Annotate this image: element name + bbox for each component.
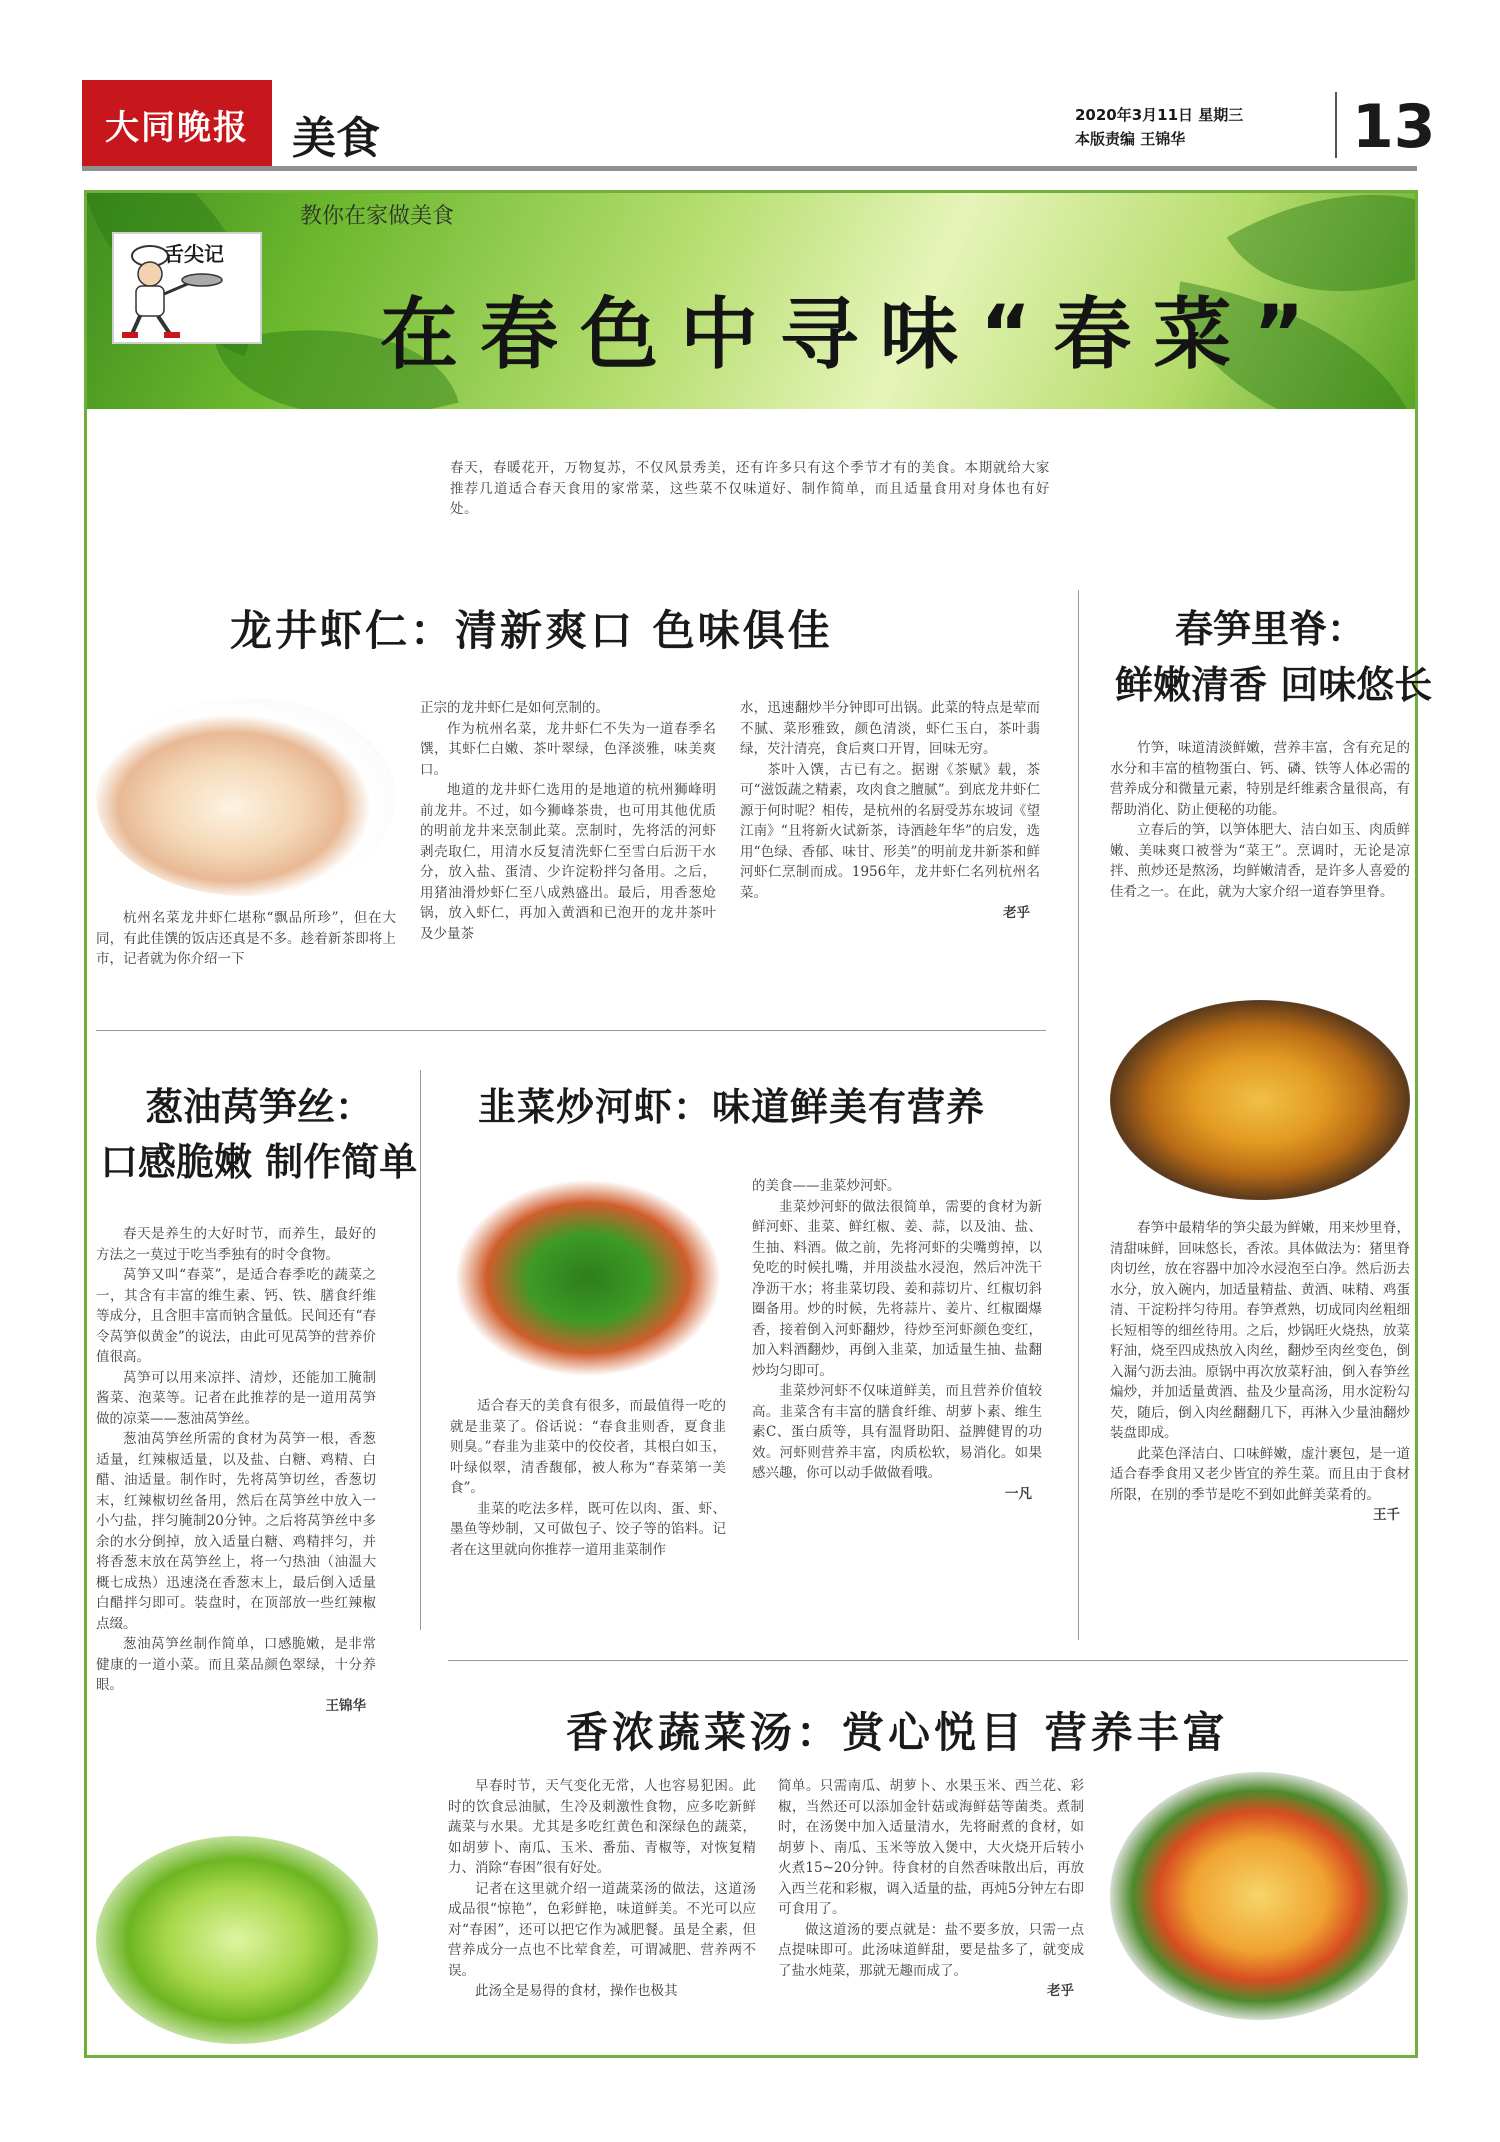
headline-scallion-line2: 口感脆嫩 制作简单 — [100, 1140, 418, 1184]
article-paragraph: 记者在这里就介绍一道蔬菜汤的做法，这道汤成品很“惊艳”，色彩鲜艳，味道鲜美。不光可以应对“春困”，还可以把它作为减肥餐。虽是全素，但营养成分一点也不比荤食差，可谓减肥、营养两不误。 — [448, 1880, 756, 1979]
column-badge — [112, 232, 262, 344]
column-divider — [1078, 590, 1079, 1640]
author-signature: 老乎 — [1047, 1983, 1074, 1999]
article-paragraph: 适合春天的美食有很多，而最值得一吃的就是韭菜了。俗话说：“春食韭则香，夏食韭则臭。”春韭为韭菜中的佼佼者，其根白如玉，叶绿似翠，清香馥郁，被人称为“春菜第一美食”。 — [450, 1398, 726, 1496]
chive-shrimp-photo — [450, 1176, 726, 1380]
section-divider — [96, 1030, 1046, 1031]
article-paragraph: 葱油莴笋丝所需的食材为莴笋一根，香葱适量，红辣椒适量，以及盐、白糖、鸡精、白醋、油适量。制作时，先将莴笋切丝，香葱切末，红辣椒切丝备用，然后在莴笋丝中放入一小勺盐，拌匀腌制20分钟。之后将莴笋丝中多余的水分倒掉，放入适量白糖、鸡精拌匀，并将香葱末放在莴笋丝上，将一勺热油（油温大概七成热）迅速浇在香葱末上，最后倒入适量白醋拌匀即可。装盘时，在顶部放一些红辣椒点缀。 — [96, 1431, 376, 1632]
author-signature: 一凡 — [1005, 1485, 1032, 1502]
article-paragraph: 莴笋可以用来凉拌、清炒，还能加工腌制酱菜、泡菜等。记者在此推荐的是一道用莴笋做的凉菜——葱油莴笋丝。 — [96, 1369, 376, 1427]
headline-bamboo-line1: 春笋里脊： — [1175, 607, 1366, 651]
author-signature: 老乎 — [1003, 905, 1030, 921]
article-paragraph: 简单。只需南瓜、胡萝卜、水果玉米、西兰花、彩椒，当然还可以添加金针菇或海鲜菇等菌类。煮制时，在汤煲中加入适量清水，先将耐煮的食材，如胡萝卜、南瓜、玉米等放入煲中，大火烧开后转小火煮15~20分钟。待食材的自然香味散出后，再放入西兰花和彩椒，调入适量的盐，再炖5分钟左右即可食用了。 — [778, 1778, 1084, 1917]
page-editor: 本版责编 王锦华 — [1075, 130, 1186, 148]
headline-scallion-line1: 葱油莴笋丝： — [145, 1085, 374, 1129]
page-title: 在春色中寻味“春菜” — [380, 290, 1327, 380]
article-paragraph: 此菜色泽洁白、口味鲜嫩，虚汁裹包，是一道适合春季食用又老少皆宜的养生菜。而且由于食材所限，在别的季节是吃不到如此鲜美菜肴的。 — [1110, 1445, 1410, 1503]
article-paragraph: 杭州名菜龙井虾仁堪称“飘品所珍”，但在大同，有此佳馔的饭店还真是不多。趁着新茶即将上市，记者就为你介绍一下 — [96, 910, 396, 967]
author-signature: 王锦华 — [325, 1697, 366, 1714]
article-column — [450, 1396, 726, 1560]
newspaper-name: 大同晚报 — [105, 107, 249, 148]
column-badge-text: 舌尖记 — [164, 242, 224, 266]
article-column — [778, 1776, 1084, 2002]
article-column — [1110, 1218, 1410, 1526]
article-paragraph: 水，迅速翻炒半分钟即可出锅。此菜的特点是荤而不腻、菜形雅致，颜色清淡，虾仁玉白，茶叶翡绿，芡汁清亮，食后爽口开胃，回味无穷。 — [740, 700, 1040, 757]
article-paragraph: 做这道汤的要点就是：盐不要多放，只需一点点提味即可。此汤味道鲜甜，要是盐多了，就变成了盐水炖菜，那就无趣而成了。 — [778, 1921, 1084, 1979]
article-paragraph: 此汤全是易得的食材，操作也极其 — [475, 1983, 678, 1999]
article-paragraph: 竹笋，味道清淡鲜嫩，营养丰富，含有充足的水分和丰富的植物蛋白、钙、磷、铁等人体必需的营养成分和微量元素，特别是纤维素含量很高，有帮助消化、防止便秘的功能。 — [1110, 740, 1410, 818]
page-number-divider — [1335, 92, 1337, 158]
headline-longjing-shrimp: 龙井虾仁：清新爽口 色味俱佳 — [230, 606, 833, 655]
article-paragraph: 茶叶入馔，古已有之。据谢《茶赋》载，茶可“滋饭蔬之精素，攻肉食之膻腻”。到底龙井虾仁源于何时呢？相传，是杭州的名厨受苏东坡词《望江南》“且将新火试新茶，诗酒趁年华”的启发，选用“色绿、香郁、味甘、形美”的明前龙井新茶和鲜河虾仁烹制而成。1956年，龙井虾仁名列杭州名菜。 — [740, 761, 1040, 901]
article-paragraph: 韭菜炒河虾不仅味道鲜美，而且营养价值较高。韭菜含有丰富的膳食纤维、胡萝卜素、维生素C、蛋白质等，具有温肾助阳、益脾健胃的功效。河虾则营养丰富，肉质松软，易消化。如果感兴趣，你可以动手做做看哦。 — [752, 1383, 1042, 1481]
article-column — [96, 1224, 376, 1716]
author-signature: 王千 — [1373, 1507, 1400, 1523]
article-column — [420, 698, 716, 944]
article-paragraph: 的美食——韭菜炒河虾。 — [752, 1178, 901, 1194]
article-paragraph: 莴笋又叫“春菜”，是适合春季吃的蔬菜之一，其含有丰富的维生素、钙、铁、膳食纤维等成分，且含胆丰富而钠含量低。民间还有“春令莴笋似黄金”的说法，由此可见莴笋的营养价值很高。 — [96, 1267, 376, 1365]
column-divider — [420, 1070, 421, 1630]
article-paragraph: 葱油莴笋丝制作简单，口感脆嫩，是非常健康的一道小菜。而且菜品颜色翠绿，十分养眼。 — [96, 1636, 376, 1693]
column-label: 教你在家做美食 — [300, 204, 455, 229]
article-paragraph: 地道的龙井虾仁选用的是地道的杭州狮峰明前龙井。不过，如今狮峰茶贵，也可用其他优质的明前龙井来烹制此菜。烹制时，先将活的河虾剥壳取仁，用清水反复清洗虾仁至雪白后沥干水分，放入盐、蛋清、少许淀粉拌匀备用。之后，用猪油滑炒虾仁至八成熟盛出。最后，用香葱炝锅，放入虾仁，再加入黄酒和已泡开的龙井茶叶及少量茶 — [420, 782, 716, 942]
article-paragraph: 韭菜炒河虾的做法很简单，需要的食材为新鲜河虾、韭菜、鲜红椒、姜、蒜，以及油、盐、生抽、料酒。做之前，先将河虾的尖嘴剪掉，以免吃的时候扎嘴，并用淡盐水浸泡，然后冲洗干净沥干水；将韭菜切段、姜和蒜切片、红椒切斜圈备用。炒的时候，先将蒜片、姜片、红椒圈爆香，接着倒入河虾翻炒，待炒至河虾颜色变红，加入料酒翻炒，再倒入韭菜，加适量生抽、盐翻炒均匀即可。 — [752, 1198, 1042, 1379]
issue-date: 2020年3月11日 星期三 — [1075, 106, 1244, 124]
headline-vegetable-soup: 香浓蔬菜汤：赏心悦目 营养丰富 — [566, 1708, 1229, 1757]
article-paragraph: 韭菜的吃法多样，既可佐以肉、蛋、虾、墨鱼等炒制，又可做包子、饺子等的馅料。记者在这里就向你推荐一道用韭菜制作 — [450, 1500, 726, 1558]
headline-chive-shrimp: 韭菜炒河虾：味道鲜美有营养 — [478, 1085, 986, 1129]
article-paragraph: 立春后的笋，以笋体肥大、洁白如玉、肉质鲜嫩、美味爽口被誉为“菜王”。烹调时，无论是凉拌、煎炒还是熬汤，均鲜嫩清香，是许多人喜爱的佳肴之一。在此，就为大家介绍一道春笋里脊。 — [1110, 822, 1410, 900]
scallion-lettuce-photo — [96, 1836, 378, 2044]
longjing-shrimp-photo — [96, 698, 396, 896]
masthead-rule — [82, 166, 1417, 171]
page-number: 13 — [1352, 92, 1436, 162]
headline-bamboo-line2: 鲜嫩清香 回味悠长 — [1115, 663, 1433, 707]
article-column — [752, 1176, 1042, 1504]
bamboo-pork-photo — [1110, 1000, 1410, 1200]
article-column — [740, 698, 1040, 924]
vegetable-soup-photo — [1110, 1772, 1408, 2020]
article-paragraph: 作为杭州名菜，龙井虾仁不失为一道春季名馔，其虾仁白嫩、茶叶翠绿，色泽淡雅，味美爽口。 — [420, 720, 716, 778]
intro-paragraph: 春天，春暖花开，万物复苏，不仅风景秀美，还有许多只有这个季节才有的美食。本期就给大家推荐几道适合春天食用的家常菜，这些菜不仅味道好、制作简单，而且适量食用对身体也有好处。 — [450, 460, 1050, 517]
article-paragraph: 早春时节，天气变化无常，人也容易犯困。此时的饮食忌油腻，生冷及刺激性食物，应多吃新鲜蔬菜与水果。尤其是多吃红黄色和深绿色的蔬菜，如胡萝卜、南瓜、玉米、番茄、青椒等，对恢复精力、消除“春困”很有好处。 — [448, 1778, 756, 1876]
article-column — [1110, 738, 1410, 902]
section-name: 美食 — [292, 113, 380, 164]
newspaper-logo — [82, 80, 272, 168]
article-paragraph: 春天是养生的大好时节，而养生，最好的方法之一莫过于吃当季独有的时令食物。 — [96, 1226, 376, 1263]
article-paragraph: 春笋中最精华的笋尖最为鲜嫩，用来炒里脊，清甜味鲜，回味悠长，香浓。具体做法为：猪里脊肉切丝，放在容器中加冷水浸泡至白净。然后沥去水分，放入碗内，加适量精盐、黄酒、味精、鸡蛋清、干淀粉拌匀待用。春笋煮熟，切成同肉丝粗细长短相等的细丝待用。之后，炒锅旺火烧热，放菜籽油，烧至四成热放入肉丝，翻炒至肉丝变色，倒入漏勺沥去油。原锅中再次放菜籽油，倒入春笋丝煸炒，并加适量黄酒、盐及少量高汤，用水淀粉勾芡，随后，倒入肉丝翻翻几下，再淋入少量油翻炒装盘即成。 — [1110, 1220, 1410, 1441]
section-divider — [448, 1660, 1408, 1661]
article-paragraph: 正宗的龙井虾仁是如何烹制的。 — [420, 700, 609, 716]
article-column — [448, 1776, 756, 2002]
